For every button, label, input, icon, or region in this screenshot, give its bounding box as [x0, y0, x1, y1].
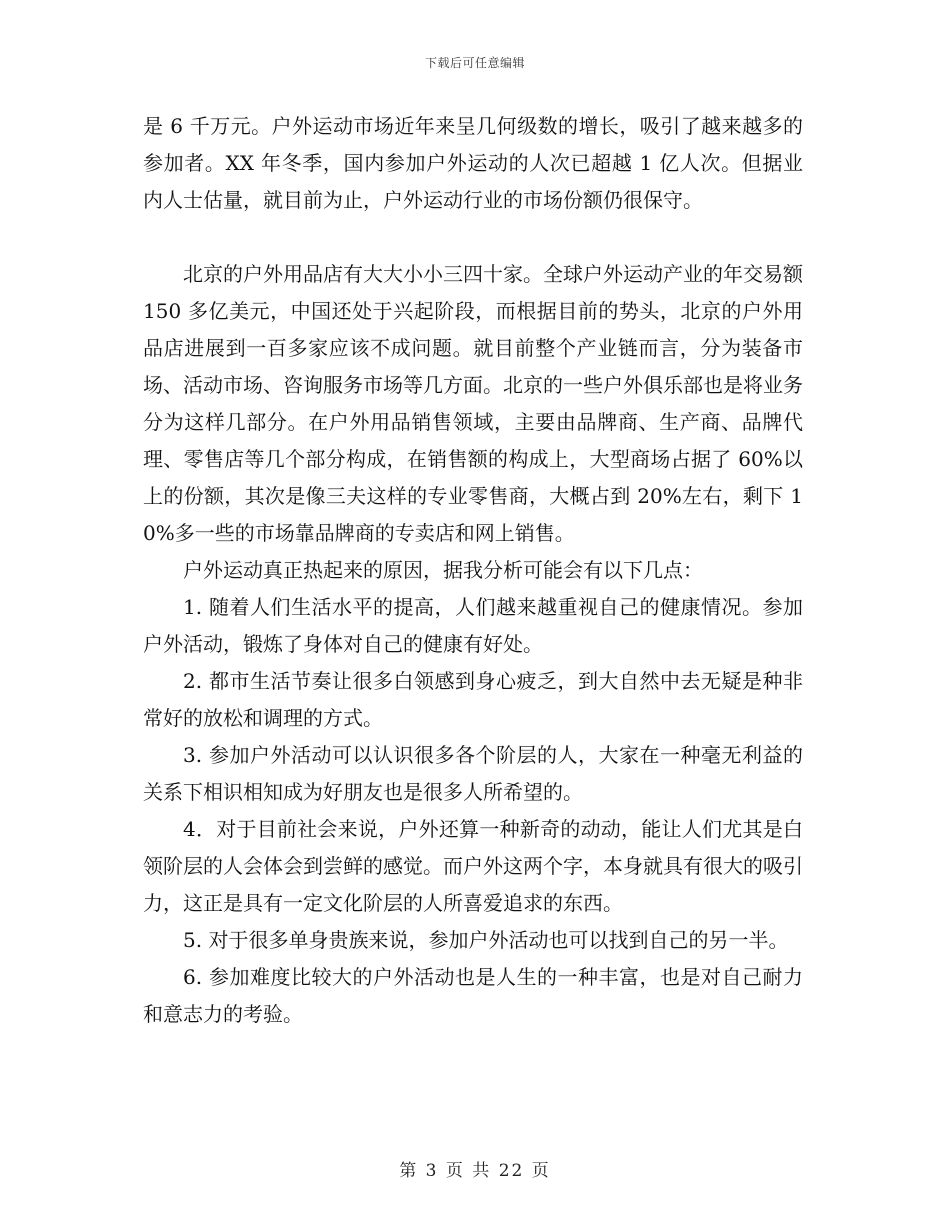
paragraph-2: 北京的户外用品店有大大小小三四十家。全球户外运动产业的年交易额 150 多亿美元，中国还处于兴起阶段，而根据目前的势头，北京的户外用品店进展到一百多家应该不成问题。就目前整个产业链而言，分为装备市场、活动市场、咨询服务市场等几方面。北京的一些户外俱乐部也是将业务分为这样几部分。在户外用品销售领域，主要由品牌商、生产商、品牌代理、零售店等几个部分构成，在销售额的构成上，大型商场占据了 60%以上的份额，其次是像三夫这样的专业零售商，大概占到 20%左右，剩下 10%多一些的市场靠品牌商的专卖店和网上销售。	[143, 262, 803, 545]
header-note: 下载后可任意编辑	[424, 56, 525, 70]
list-item-5: 5. 对于很多单身贵族来说，参加户外活动也可以找到自己的另一半。	[183, 928, 789, 952]
list-item-6: 6. 参加难度比较大的户外活动也是人生的一种丰富，也是对自己耐力和意志力的考验。	[143, 965, 803, 1026]
list-item-1: 1. 随着人们生活水平的提高，人们越来越重视自己的健康情况。参加户外活动，锻炼了身体对自己的健康有好处。	[143, 595, 803, 656]
document-body	[143, 108, 803, 1033]
list-item-3: 3. 参加户外活动可以认识很多各个阶层的人，大家在一种毫无利益的关系下相识相知成为好朋友也是很多人所希望的。	[143, 743, 803, 804]
list-item-4: 4．对于目前社会来说，户外还算一种新奇的动动，能让人们尤其是白领阶层的人会体会到尝鲜的感觉。而户外这两个字，本身就具有很大的吸引力，这正是具有一定文化阶层的人所喜爱追求的东西。	[143, 817, 803, 915]
page-number-footer: 第 3 页 共 22 页	[399, 1161, 551, 1181]
list-item-2: 2. 都市生活节奏让很多白领感到身心疲乏，到大自然中去无疑是种非常好的放松和调理的方式。	[143, 669, 803, 730]
paragraph-3: 户外运动真正热起来的原因，据我分析可能会有以下几点：	[183, 558, 703, 582]
paragraph-1: 是 6 千万元。户外运动市场近年来呈几何级数的增长，吸引了越来越多的参加者。XX 年冬季，国内参加户外运动的人次已超越 1 亿人次。但据业内人士估量，就目前为止，户外运动行业的市场份额仍很保守。	[143, 114, 803, 212]
